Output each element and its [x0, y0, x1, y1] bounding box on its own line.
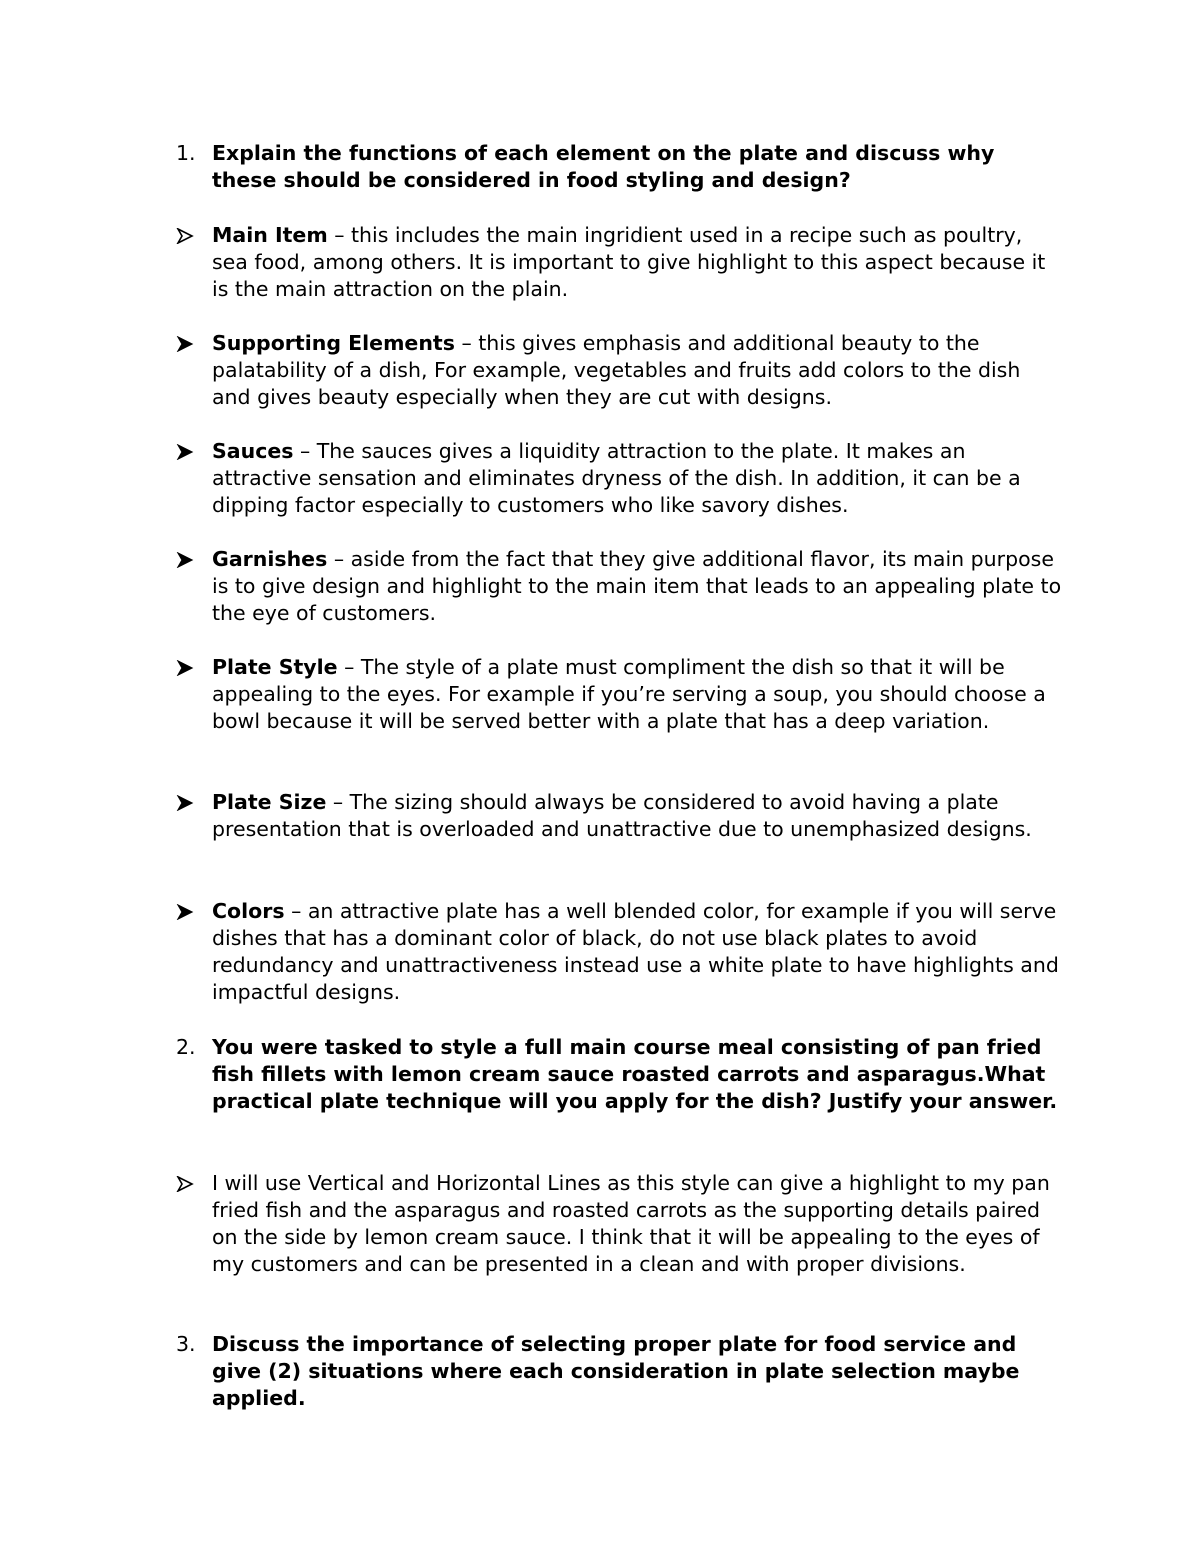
question-text: Explain the functions of each element on the plate and discuss why these should be considered in food styling and design?: [212, 141, 995, 192]
bullet-term: Plate Size: [212, 790, 327, 814]
bullet-term: Colors: [212, 899, 285, 923]
bullet-supporting-elements: [170, 330, 1070, 411]
question-1: [170, 140, 1070, 194]
bullet-text: [212, 438, 1062, 519]
arrowhead-bullet-icon: [176, 336, 194, 352]
answer-text: I will use Vertical and Horizontal Lines as this style can give a highlight to my pan fried fish and the asparagus and roasted carrots as the supporting details paired on the side by lemon cream sauce. I think that it will be appealing to the eyes of my customers and can be presented in a clean and with proper divisions.: [212, 1171, 1050, 1276]
bullet-description: – The sizing should always be considered to avoid having a plate presentation that is overloaded and unattractive due to unemphasized designs.: [212, 790, 1032, 841]
question-number: 1.: [176, 141, 196, 165]
bullet-sauces: [170, 438, 1070, 519]
bullet-term: Supporting Elements: [212, 331, 455, 355]
question-3: [170, 1331, 1070, 1412]
arrowhead-bullet-icon: [176, 1176, 194, 1192]
bullet-term: Plate Style: [212, 655, 338, 679]
bullet-description: – The style of a plate must compliment the dish so that it will be appealing to the eyes. For example if you’re serving a soup, you should choose a bowl because it will be served better with a plate that has a deep variation.: [212, 655, 1046, 733]
question-text: Discuss the importance of selecting proper plate for food service and give (2) situations where each consideration in plate selection maybe applied.: [212, 1332, 1020, 1410]
bullet-description: – this includes the main ingridient used in a recipe such as poultry, sea food, among others. It is important to give highlight to this aspect because it is the main attraction on the plain.: [212, 223, 1046, 301]
bullet-text: [212, 222, 1062, 303]
bullet-plate-style: [170, 654, 1070, 735]
bullet-text: [212, 330, 1062, 411]
question-number: 3.: [176, 1332, 196, 1356]
question-text: You were tasked to style a full main course meal consisting of pan fried fish fillets with lemon cream sauce roasted carrots and asparagus.What practical plate technique will you apply for the dish? Justify your answer.: [212, 1035, 1058, 1113]
bullet-term: Main Item: [212, 223, 328, 247]
bullet-garnishes: [170, 546, 1070, 627]
bullet-text: [212, 546, 1062, 627]
arrowhead-bullet-icon: [176, 552, 194, 568]
arrowhead-bullet-icon: [176, 228, 194, 244]
question-2: [170, 1034, 1070, 1115]
arrowhead-bullet-icon: [176, 660, 194, 676]
bullet-plate-size: [170, 789, 1070, 843]
bullet-text: [212, 898, 1062, 1006]
bullet-term: Sauces: [212, 439, 294, 463]
bullet-term: Garnishes: [212, 547, 328, 571]
bullet-description: – The sauces gives a liquidity attraction to the plate. It makes an attractive sensation and eliminates dryness of the dish. In addition, it can be a dipping factor especially to customers who like savory dishes.: [212, 439, 1021, 517]
bullet-description: – this gives emphasis and additional beauty to the palatability of a dish, For example, vegetables and fruits add colors to the dish and gives beauty especially when they are cut with designs.: [212, 331, 1021, 409]
bullet-text: [212, 789, 1062, 843]
bullet-description: – an attractive plate has a well blended color, for example if you will serve dishes that has a dominant color of black, do not use black plates to avoid redundancy and unattractiveness instead use a white plate to have highlights and impactful designs.: [212, 899, 1059, 1004]
bullet-colors: [170, 898, 1070, 1006]
question-number: 2.: [176, 1035, 196, 1059]
bullet-text: [212, 654, 1062, 735]
arrowhead-bullet-icon: [176, 795, 194, 811]
bullet-description: – aside from the fact that they give additional flavor, its main purpose is to give design and highlight to the main item that leads to an appealing plate to the eye of customers.: [212, 547, 1062, 625]
bullet-answer-2: [170, 1170, 1070, 1278]
bullet-main-item: [170, 222, 1070, 303]
arrowhead-bullet-icon: [176, 444, 194, 460]
arrowhead-bullet-icon: [176, 904, 194, 920]
